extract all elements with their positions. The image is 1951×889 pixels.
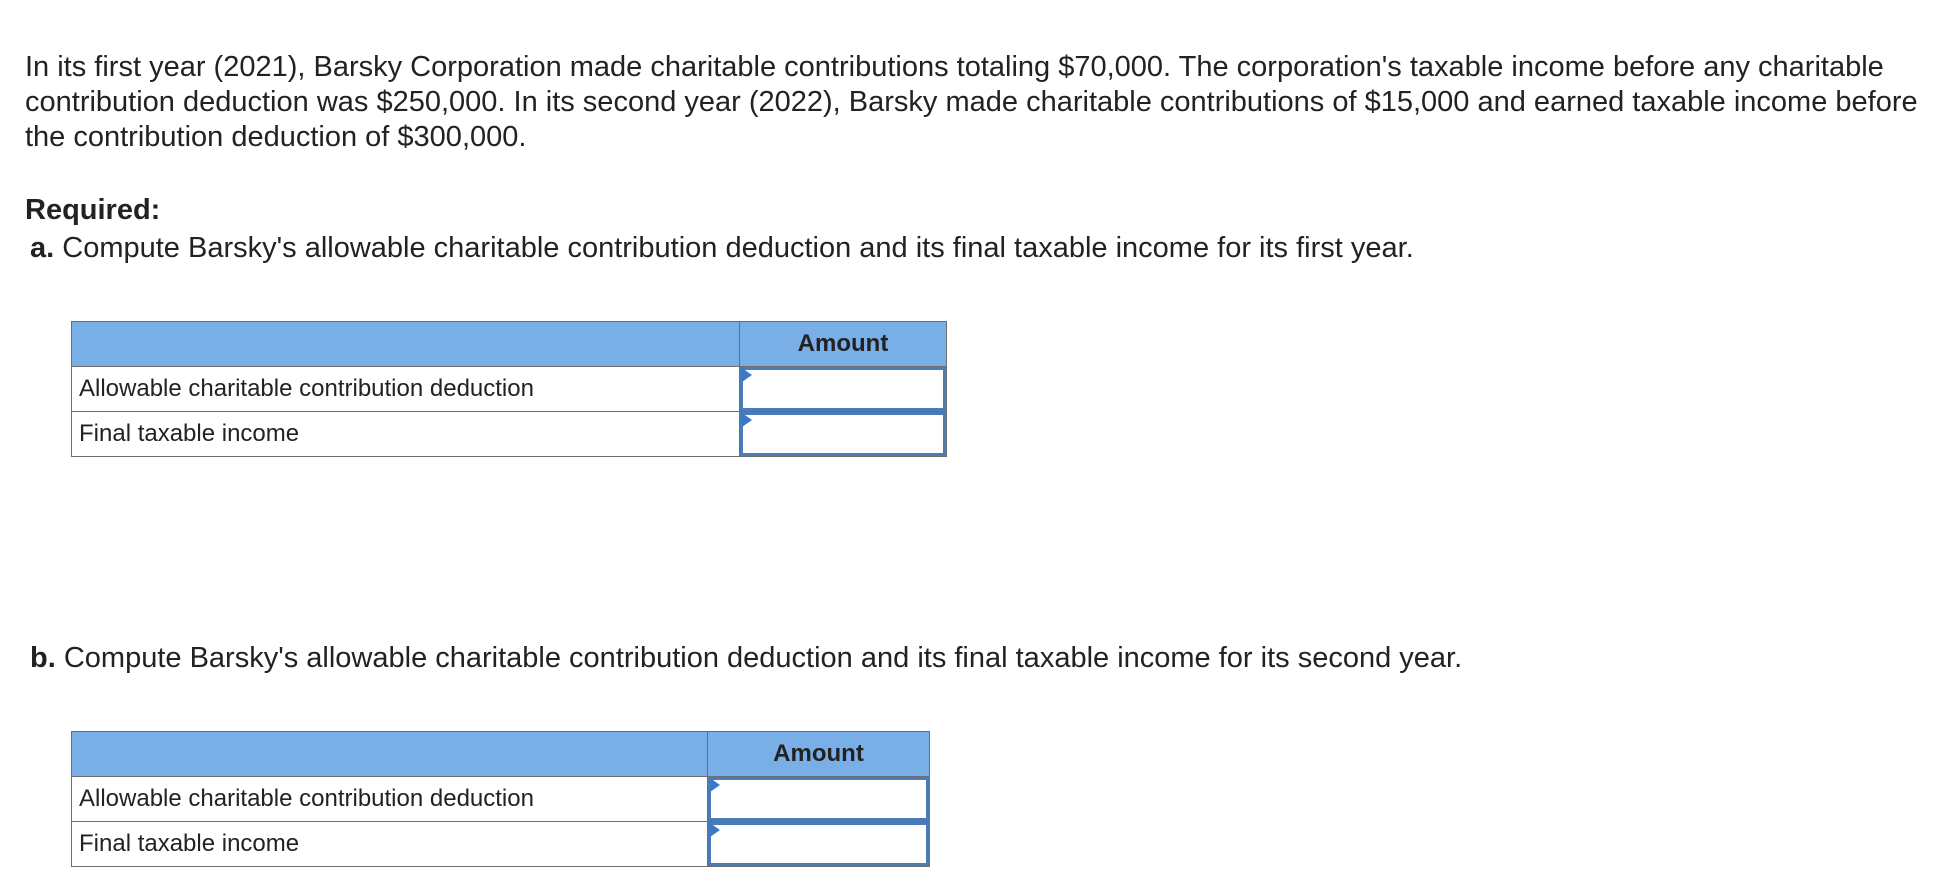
table-header-row [72,322,947,367]
question-b [30,642,1462,675]
question-a [30,232,1414,265]
question-a-text: Compute Barsky's allowable charitable contribution deduction and its final taxable income for its first year. [54,232,1414,264]
input-marker-icon [710,778,720,792]
question-b-letter: b. [30,642,56,674]
row-label-deduction: Allowable charitable contribution deduction [72,367,740,412]
question-b-text: Compute Barsky's allowable charitable contribution deduction and its final taxable income for its second year. [55,642,1463,674]
amount-cell [740,367,947,412]
amount-cell [740,412,947,457]
row-label-deduction: Allowable charitable contribution deduction [72,777,708,822]
question-a-letter: a. [30,232,55,264]
input-marker-icon [710,823,720,837]
header-label-cell [72,732,708,777]
header-label-cell [72,322,740,367]
required-heading: Required: [25,194,161,226]
row-label-final-income: Final taxable income [72,412,740,457]
table-row [72,822,930,867]
table-header-row [72,732,930,777]
final-taxable-income-input-b[interactable] [708,822,929,866]
allowable-deduction-input-a[interactable] [740,367,946,411]
row-label-final-income: Final taxable income [72,822,708,867]
problem-intro: In its first year (2021), Barsky Corporation made charitable contributions totaling $70,000. The corporation's taxable income before any charitable contribution deduction was $250,000. In its second year (2022), Barsky made charitable contributions of $15,000 and earned taxable income before the contribution deduction of $300,000. [25,51,1918,153]
answer-table-b [71,731,930,867]
input-marker-icon [742,368,752,382]
amount-cell [708,777,930,822]
table-row [72,777,930,822]
amount-cell [708,822,930,867]
input-marker-icon [742,413,752,427]
final-taxable-income-input-a[interactable] [740,412,946,456]
header-amount-cell: Amount [708,732,930,777]
table-row [72,367,947,412]
answer-table-a [71,321,947,457]
header-amount-cell: Amount [740,322,947,367]
table-row [72,412,947,457]
allowable-deduction-input-b[interactable] [708,777,929,821]
